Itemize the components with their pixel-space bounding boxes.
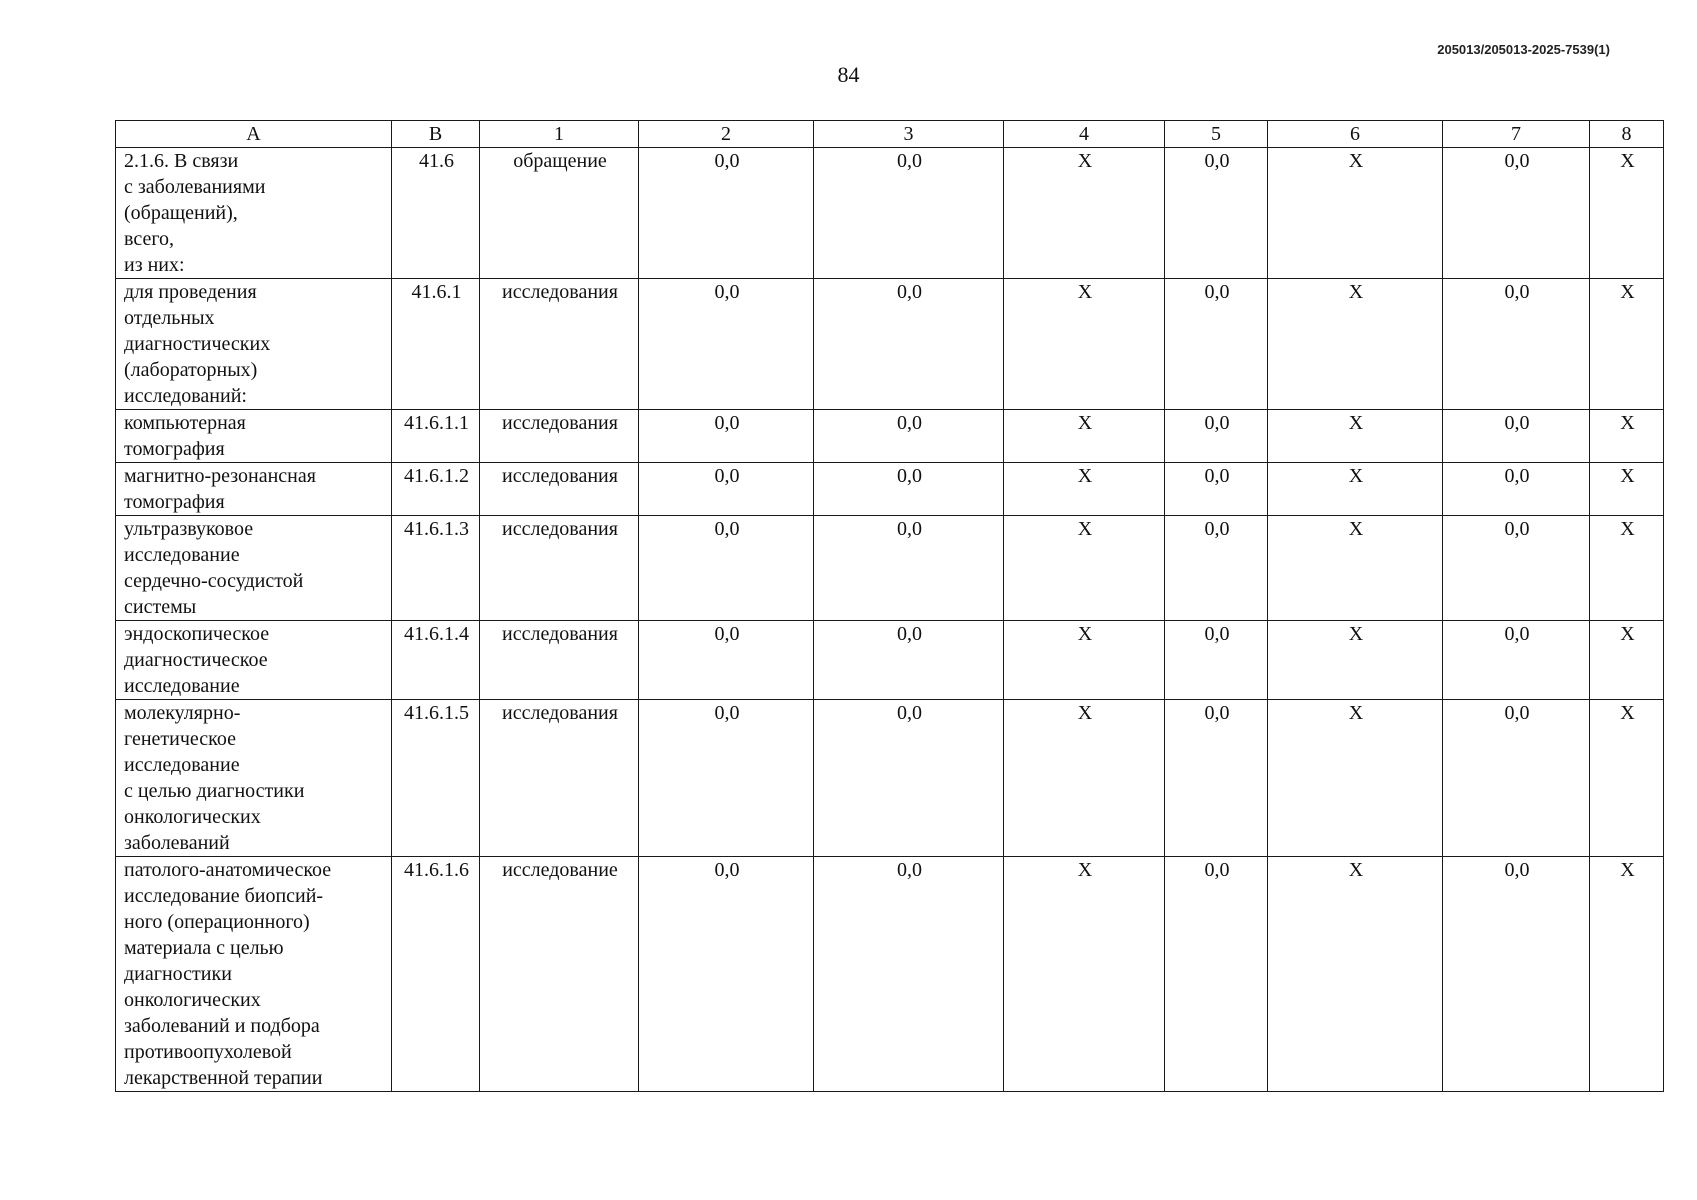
row-value-cell: X [1004,148,1165,279]
row-value-cell: X [1590,857,1664,1092]
row-value-cell: 0,0 [1443,700,1590,857]
row-name-cell [116,410,392,463]
row-value-cell: 0,0 [814,700,1004,857]
row-value-cell: 0,0 [814,621,1004,700]
row-value-cell: 0,0 [639,621,814,700]
row-value-cell: 0,0 [1443,410,1590,463]
table-row [116,621,1664,700]
row-value-cell: X [1004,516,1165,621]
row-name-line: ного (операционного) [124,911,310,933]
row-code-cell: 41.6.1.3 [392,516,480,621]
row-value-cell: 0,0 [639,700,814,857]
row-value-cell: X [1268,148,1443,279]
row-code-cell: 41.6 [392,148,480,279]
row-code-cell: 41.6.1.4 [392,621,480,700]
row-name-cell [116,621,392,700]
row-value-cell: 0,0 [1443,516,1590,621]
table-row [116,857,1664,1092]
row-value-cell: X [1590,516,1664,621]
row-name-line: материала с целью [124,937,284,959]
table-row [116,463,1664,516]
row-name-line: томография [124,491,225,513]
row-name-line: исследование [124,675,240,697]
row-code-cell: 41.6.1.1 [392,410,480,463]
row-unit-cell: обращение [480,148,639,279]
row-value-cell: 0,0 [639,857,814,1092]
row-name-cell [116,279,392,410]
row-value-cell: X [1268,463,1443,516]
row-unit-cell: исследование [480,857,639,1092]
row-value-cell: 0,0 [1165,621,1268,700]
row-name-line: с заболеваниями [124,176,266,198]
row-name-line: диагностических [124,333,271,355]
row-name-line: системы [124,596,197,618]
row-name-cell [116,516,392,621]
row-value-cell: 0,0 [639,148,814,279]
row-value-cell: 0,0 [814,279,1004,410]
column-header: 1 [480,121,639,148]
row-value-cell: 0,0 [639,463,814,516]
row-value-cell: 0,0 [1443,857,1590,1092]
table-row [116,410,1664,463]
column-header: 2 [639,121,814,148]
row-name-line: из них: [124,254,185,276]
row-code-cell: 41.6.1.2 [392,463,480,516]
row-value-cell: 0,0 [1165,700,1268,857]
row-value-cell: X [1268,621,1443,700]
row-value-cell: X [1268,857,1443,1092]
row-value-cell: 0,0 [1443,148,1590,279]
row-name-cell [116,857,392,1092]
table-body [116,148,1664,1092]
row-name-line: сердечно-сосудистой [124,570,304,592]
table-row [116,279,1664,410]
row-name-line: диагностики [124,963,232,985]
row-unit-cell: исследования [480,516,639,621]
row-name-line: компьютерная [124,412,246,434]
row-value-cell: 0,0 [1165,463,1268,516]
row-unit-cell: исследования [480,621,639,700]
row-value-cell: X [1004,463,1165,516]
column-header: 3 [814,121,1004,148]
column-header: B [392,121,480,148]
row-code-cell: 41.6.1 [392,279,480,410]
row-name-line: исследование [124,544,240,566]
row-name-line: томография [124,438,225,460]
row-name-line: лекарственной терапии [124,1067,323,1089]
row-value-cell: X [1590,463,1664,516]
row-name-line: исследование биопсий- [124,885,324,907]
row-value-cell: 0,0 [814,410,1004,463]
row-code-cell: 41.6.1.5 [392,700,480,857]
statistics-table [115,120,1664,1092]
table-header [116,121,1664,148]
row-name-line: ультразвуковое [124,518,254,540]
row-value-cell: 0,0 [814,463,1004,516]
row-value-cell: X [1004,621,1165,700]
row-value-cell: 0,0 [639,516,814,621]
row-name-line: магнитно-резонансная [124,465,316,487]
row-code-cell: 41.6.1.6 [392,857,480,1092]
row-name-cell [116,700,392,857]
row-name-line: с целью диагностики [124,780,305,802]
row-name-line: для проведения [124,281,257,303]
column-header: 8 [1590,121,1664,148]
row-value-cell: 0,0 [1443,621,1590,700]
row-value-cell: X [1268,410,1443,463]
table-row [116,700,1664,857]
row-name-line: молекулярно- [124,702,241,724]
column-header: A [116,121,392,148]
row-name-line: (обращений), [124,202,238,224]
row-value-cell: X [1004,700,1165,857]
row-name-cell [116,463,392,516]
row-name-line: всего, [124,228,175,250]
row-value-cell: 0,0 [1165,410,1268,463]
row-name-line: патолого-анатомическое [124,859,332,881]
table-row [116,516,1664,621]
row-name-line: генетическое [124,728,236,750]
row-unit-cell: исследования [480,279,639,410]
row-value-cell: X [1590,279,1664,410]
row-name-line: онкологических [124,989,261,1011]
row-value-cell: 0,0 [639,410,814,463]
row-unit-cell: исследования [480,700,639,857]
row-value-cell: 0,0 [1165,148,1268,279]
row-name-line: отдельных [124,307,215,329]
row-name-line: 2.1.6. В связи [124,150,239,172]
page-number: 84 [837,62,860,87]
row-value-cell: 0,0 [1443,463,1590,516]
row-value-cell: X [1590,148,1664,279]
row-name-line: заболеваний [124,832,230,854]
row-value-cell: X [1590,621,1664,700]
row-value-cell: 0,0 [1443,279,1590,410]
row-unit-cell: исследования [480,410,639,463]
row-name-line: противоопухолевой [124,1041,292,1063]
row-name-line: онкологических [124,806,261,828]
row-value-cell: 0,0 [814,516,1004,621]
row-value-cell: X [1004,279,1165,410]
row-value-cell: X [1004,410,1165,463]
row-value-cell: X [1590,700,1664,857]
row-unit-cell: исследования [480,463,639,516]
table-row [116,148,1664,279]
row-name-line: диагностическое [124,649,268,671]
row-value-cell: 0,0 [1165,857,1268,1092]
document-id: 205013/205013-2025-7539(1) [1437,42,1610,57]
row-value-cell: 0,0 [814,857,1004,1092]
row-value-cell: X [1268,279,1443,410]
row-name-line: (лабораторных) [124,359,258,381]
row-name-cell [116,148,392,279]
row-name-line: исследование [124,754,240,776]
row-value-cell: 0,0 [814,148,1004,279]
row-name-line: заболеваний и подбора [124,1015,320,1037]
column-header: 6 [1268,121,1443,148]
header-row [116,121,1664,148]
column-header: 4 [1004,121,1165,148]
row-value-cell: 0,0 [639,279,814,410]
row-value-cell: X [1268,516,1443,621]
row-value-cell: X [1590,410,1664,463]
column-header: 7 [1443,121,1590,148]
row-name-line: исследований: [124,385,247,407]
row-name-line: эндоскопическое [124,623,270,645]
row-value-cell: X [1004,857,1165,1092]
row-value-cell: X [1268,700,1443,857]
row-value-cell: 0,0 [1165,279,1268,410]
row-value-cell: 0,0 [1165,516,1268,621]
column-header: 5 [1165,121,1268,148]
